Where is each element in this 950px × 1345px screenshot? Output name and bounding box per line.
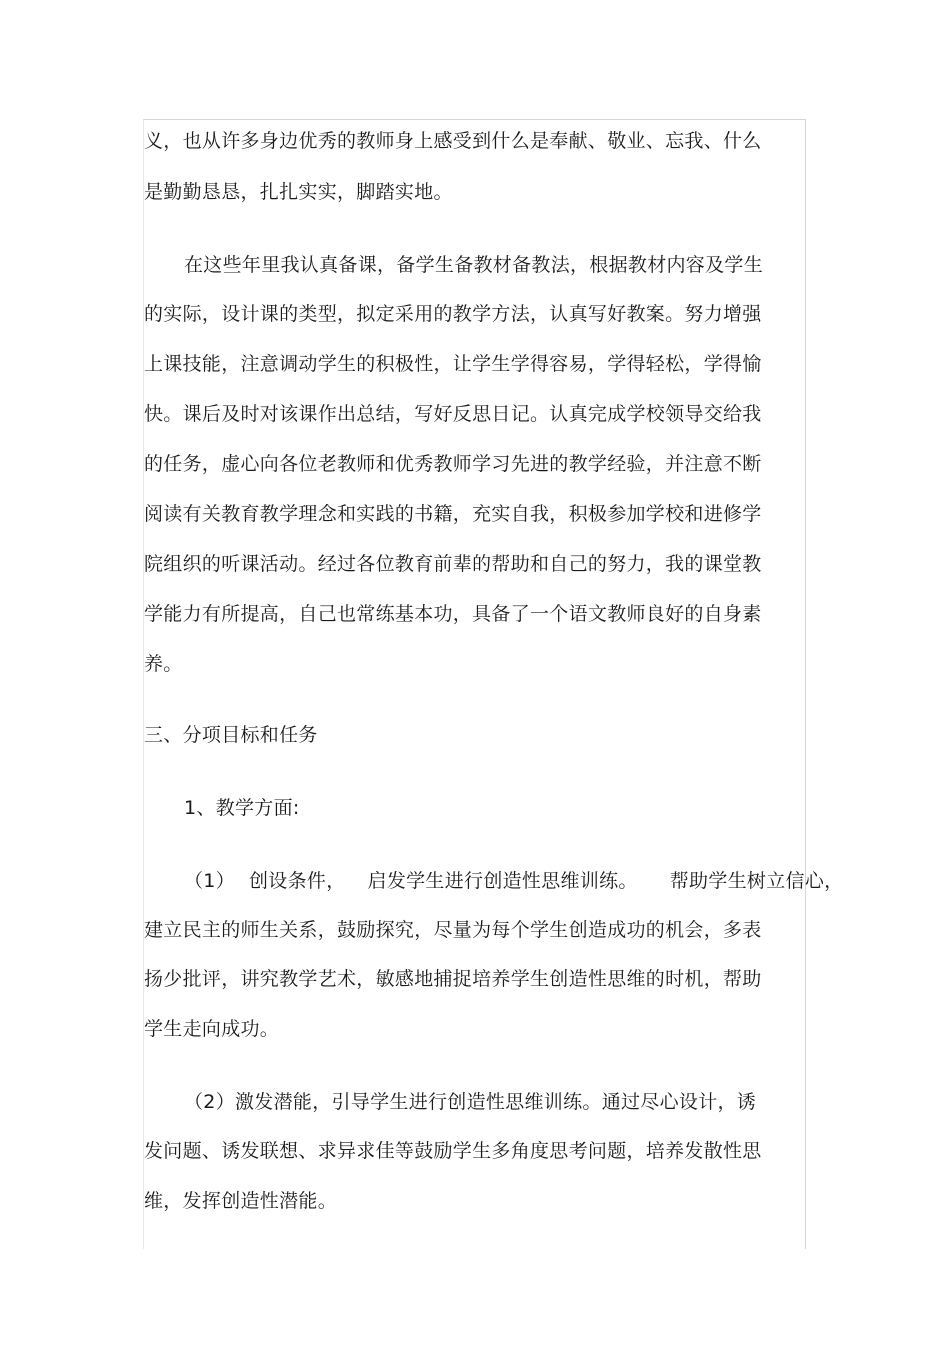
paragraph-line: 扬少批评，讲究教学艺术，敏感地捕捉培养学生创造性思维的时机，帮助 (144, 968, 762, 990)
paragraph-line: 在这些年里我认真备课，备学生备教材备教法，根据教材内容及学生 (184, 254, 764, 276)
paragraph-line: 快。课后及时对该课作出总结，写好反思日记。认真完成学校领导交给我 (144, 403, 762, 425)
item-text: 启发学生进行创造性思维训练。 (367, 870, 638, 892)
section-heading: 三、分项目标和任务 (144, 724, 318, 746)
paragraph-line: 学能力有所提高，自己也常练基本功，具备了一个语文教师良好的自身素 (144, 603, 762, 625)
item-text: 帮助学生树立信心， (669, 870, 844, 892)
item-text: 创设条件， (249, 870, 346, 892)
paragraph-line: 维，发挥创造性潜能。 (144, 1190, 338, 1212)
paragraph-line: 学生走向成功。 (144, 1018, 280, 1040)
page-frame (143, 119, 806, 1249)
paragraph-line: 义，也从许多身边优秀的教师身上感受到什么是奉献、敬业、忘我、什么 (144, 130, 762, 152)
list-item-first-line: （2）激发潜能，引导学生进行创造性思维训练。通过尽心设计，诱 (184, 1091, 757, 1113)
subsection-heading: 1、教学方面: (184, 797, 300, 819)
paragraph-line: 发问题、诱发联想、求异求佳等鼓励学生多角度思考问题，培养发散性思 (144, 1140, 762, 1162)
paragraph-line: 阅读有关教育教学理念和实践的书籍，充实自我，积极参加学校和进修学 (144, 503, 762, 525)
paragraph-line: 上课技能，注意调动学生的积极性，让学生学得容易，学得轻松，学得愉 (144, 353, 762, 375)
paragraph-line: 院组织的听课活动。经过各位教育前辈的帮助和自己的努力，我的课堂教 (144, 553, 762, 575)
paragraph-line: 是勤勤恳恳，扎扎实实，脚踏实地。 (144, 181, 453, 203)
paragraph-line: 养。 (144, 653, 183, 675)
item-number: （1） (184, 870, 235, 892)
list-item-first-line (184, 869, 843, 893)
paragraph-line: 的任务，虚心向各位老教师和优秀教师学习先进的教学经验，并注意不断 (144, 453, 762, 475)
paragraph-line: 的实际，设计课的类型，拟定采用的教学方法，认真写好教案。努力增强 (144, 303, 762, 325)
paragraph-line: 建立民主的师生关系，鼓励探究，尽量为每个学生创造成功的机会，多表 (144, 919, 762, 941)
